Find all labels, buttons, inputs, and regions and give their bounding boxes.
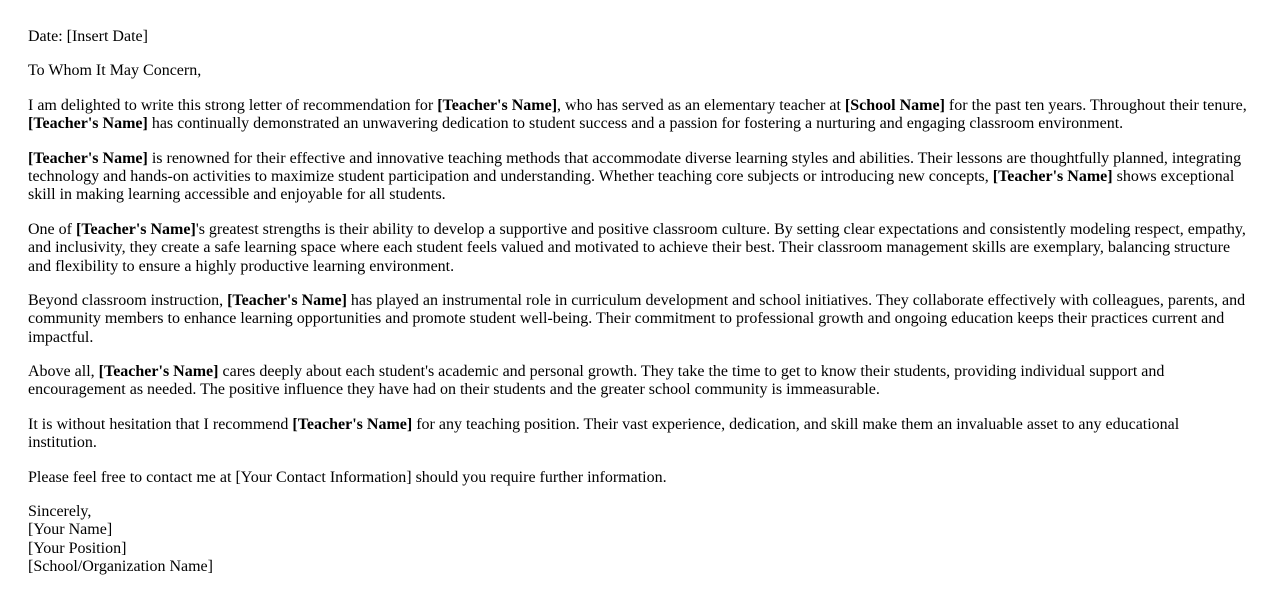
text-run: cares deeply about each student's academic and personal growth. They take the time to get to know their students, providing individual support and encouragement as needed. The positive influence they have had on their students and the greater school community is immeasurable. xyxy=(28,363,1165,399)
text-run: for the past ten years. Throughout their tenure, xyxy=(944,96,1247,114)
text-run: 's greatest strengths is their ability to develop a supportive and positive classroom culture. By setting clear expectations and consistently modeling respect, empathy, and inclusivity, they create a safe learning space where each student feels valued and motivated to achieve their best. Their classroom management skills are exemplary, balancing structure and flexibility to ensure a highly productive learning environment. xyxy=(28,220,1246,275)
text-run: [School/Organization Name] xyxy=(28,558,213,576)
text-run: I am delighted to write this strong letter of recommendation for xyxy=(28,96,438,114)
body-paragraph-classroom-culture xyxy=(28,221,1250,276)
body-paragraph-student-care xyxy=(28,363,1250,400)
text-run: [Your Name] xyxy=(28,521,113,539)
text-run: Please feel free to contact me at [Your Contact Information] should you require further information. xyxy=(28,468,667,486)
text-run: shows exceptional skill in making learning accessible and enjoyable for all students. xyxy=(28,167,1235,204)
placeholder-token: [Teacher's Name] xyxy=(437,96,558,114)
text-run: To Whom It May Concern, xyxy=(28,62,202,80)
text-run: Beyond classroom instruction, xyxy=(28,291,228,309)
body-paragraph-contact xyxy=(28,469,1250,487)
placeholder-token: [Teacher's Name] xyxy=(98,363,219,381)
placeholder-token: [Teacher's Name] xyxy=(28,149,148,167)
body-paragraph-recommendation xyxy=(28,416,1250,453)
text-run: Sincerely, xyxy=(28,503,92,521)
letter-body xyxy=(28,28,1250,577)
signature-block xyxy=(28,503,1250,577)
placeholder-token: [Teacher's Name] xyxy=(992,167,1113,185)
text-run: is renowned for their effective and innovative teaching methods that accommodate diverse learning styles and abilities. Their lessons are thoughtfully planned, integrating technology and hands-on activities to maximize student participation and understanding. Whether teaching core subjects or introducing new concepts, xyxy=(28,149,1242,185)
text-run: , who has served as an elementary teacher at xyxy=(557,96,845,114)
text-run: It is without hesitation that I recommend xyxy=(28,415,293,433)
body-paragraph-teaching-methods xyxy=(28,150,1250,205)
salutation xyxy=(28,62,1250,80)
placeholder-token: [Teacher's Name] xyxy=(292,415,413,433)
text-run: for any teaching position. Their vast experience, dedication, and skill make them an invaluable asset to any educational institution. xyxy=(28,415,1180,452)
placeholder-token: [School Name] xyxy=(844,96,945,114)
body-paragraph-beyond-classroom xyxy=(28,292,1250,347)
text-run: [Your Position] xyxy=(28,539,127,557)
text-run: One of xyxy=(28,220,76,238)
text-run: Above all, xyxy=(28,363,99,381)
body-paragraph-intro xyxy=(28,97,1250,134)
text-run: has continually demonstrated an unwavering dedication to student success and a passion for fostering a nurturing and engaging classroom environment. xyxy=(147,115,1124,133)
placeholder-token: [Teacher's Name] xyxy=(75,220,196,238)
placeholder-token: [Teacher's Name] xyxy=(28,115,148,133)
date-line xyxy=(28,28,1250,46)
text-run: Date: [Insert Date] xyxy=(28,28,148,45)
text-run: has played an instrumental role in curriculum development and school initiatives. They collaborate effectively with colleagues, parents, and community members to enhance learning opportunities and promote student well-being. Their commitment to professional growth and ongoing education keeps their practices current and impactful. xyxy=(28,291,1246,346)
placeholder-token: [Teacher's Name] xyxy=(227,291,347,309)
